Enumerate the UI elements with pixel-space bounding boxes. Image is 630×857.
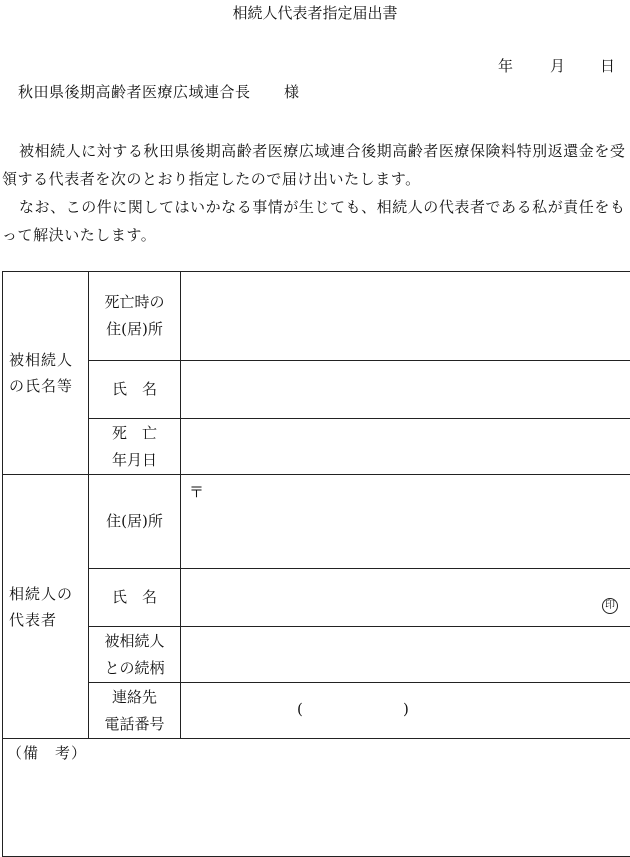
date-month-label: 月	[550, 55, 565, 76]
death-date-label-line2: 年月日	[89, 447, 180, 474]
deceased-name-field[interactable]	[181, 361, 630, 419]
deceased-address-label-line2: 住(居)所	[89, 316, 180, 343]
page-title: 相続人代表者指定届出書	[0, 2, 630, 23]
seal-mark: 印	[602, 598, 618, 614]
deceased-group-label	[3, 272, 89, 475]
date-year-label: 年	[498, 55, 513, 76]
body-paragraph-2: なお、この件に関してはいかなる事情が生じても、相続人の代表者である私が責任をもって解決いたします。	[2, 193, 630, 249]
relationship-label	[89, 627, 181, 683]
deceased-group-label-line1: 被相続人	[9, 347, 88, 373]
representative-address-label: 住(居)所	[89, 475, 181, 569]
addressee-honorific: 様	[284, 81, 299, 102]
representative-name-label: 氏 名	[89, 569, 181, 627]
addressee-name: 秋田県後期高齢者医療広域連合長	[18, 81, 251, 102]
date-day-label: 日	[600, 55, 615, 76]
representative-name-field[interactable]	[181, 569, 630, 627]
deceased-name-label: 氏 名	[89, 361, 181, 419]
relationship-field[interactable]	[181, 627, 630, 683]
phone-paren-close: )	[403, 700, 409, 718]
designation-form-table	[2, 271, 630, 857]
phone-paren-open: (	[297, 700, 303, 718]
deceased-group-label-line2: の氏名等	[9, 373, 88, 399]
contact-phone-field[interactable]	[181, 683, 630, 739]
relationship-label-line1: 被相続人	[89, 628, 180, 655]
relationship-label-line2: との続柄	[89, 655, 180, 682]
death-date-field[interactable]	[181, 419, 630, 475]
deceased-address-field[interactable]	[181, 272, 630, 361]
contact-phone-label-line2: 電話番号	[89, 711, 180, 738]
deceased-address-label-line1: 死亡時の	[89, 289, 180, 316]
representative-group-label-line2: 代表者	[9, 607, 88, 633]
death-date-label	[89, 419, 181, 475]
contact-phone-label	[89, 683, 181, 739]
contact-phone-label-line1: 連絡先	[89, 684, 180, 711]
remarks-label: （備 考）	[7, 742, 87, 763]
representative-group-label	[3, 475, 89, 739]
body-paragraph-1: 被相続人に対する秋田県後期高齢者医療広域連合後期高齢者医療保険料特別返還金を受領する代表者を次のとおり指定したので届け出いたします。	[2, 137, 630, 193]
deceased-address-label	[89, 272, 181, 361]
death-date-label-line1: 死 亡	[89, 420, 180, 447]
remarks-field[interactable]	[3, 739, 630, 857]
representative-group-label-line1: 相続人の	[9, 581, 88, 607]
representative-address-field[interactable]	[181, 475, 630, 569]
postal-mark: 〒	[189, 481, 204, 502]
